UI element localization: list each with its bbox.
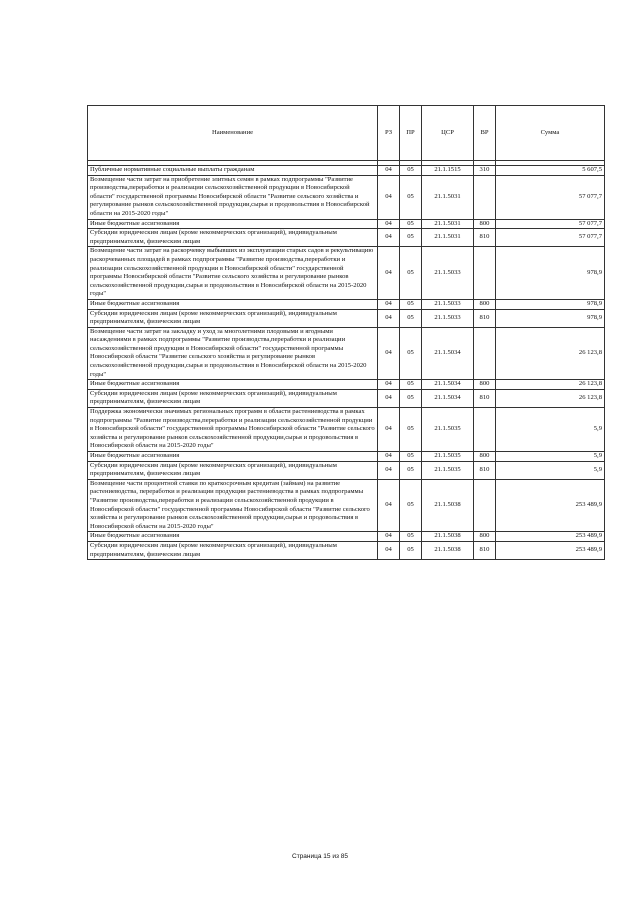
cell-sum: 5 607,5 xyxy=(496,166,605,176)
table-row xyxy=(88,309,605,327)
cell-rz: 04 xyxy=(378,452,400,462)
cell-sum: 978,9 xyxy=(496,309,605,327)
cell-vr: 810 xyxy=(474,461,496,479)
cell-csr: 21.1.5031 xyxy=(422,219,474,229)
cell-pr: 05 xyxy=(400,247,422,300)
cell-vr xyxy=(474,247,496,300)
cell-rz: 04 xyxy=(378,229,400,247)
cell-pr: 05 xyxy=(400,299,422,309)
cell-name: Публичные нормативные социальные выплаты гражданам xyxy=(88,166,378,176)
cell-vr: 810 xyxy=(474,389,496,407)
cell-vr: 800 xyxy=(474,219,496,229)
cell-vr: 310 xyxy=(474,166,496,176)
cell-rz: 04 xyxy=(378,166,400,176)
budget-table xyxy=(87,105,605,560)
table-row xyxy=(88,541,605,559)
cell-sum: 57 077,7 xyxy=(496,175,605,219)
table-row xyxy=(88,219,605,229)
cell-vr: 800 xyxy=(474,452,496,462)
cell-sum: 253 489,9 xyxy=(496,479,605,532)
cell-csr: 21.1.5031 xyxy=(422,229,474,247)
cell-rz: 04 xyxy=(378,380,400,390)
cell-name: Субсидии юридическим лицам (кроме некоммерческих организаций), индивидуальным предпринимателям, физическим лицам xyxy=(88,309,378,327)
cell-csr: 21.1.5038 xyxy=(422,541,474,559)
table-row xyxy=(88,389,605,407)
cell-vr xyxy=(474,479,496,532)
table-row xyxy=(88,299,605,309)
cell-rz: 04 xyxy=(378,309,400,327)
cell-sum: 253 489,9 xyxy=(496,532,605,542)
cell-csr: 21.1.5038 xyxy=(422,532,474,542)
cell-sum: 26 123,8 xyxy=(496,389,605,407)
col-header-pr: ПР xyxy=(400,106,422,161)
table-row xyxy=(88,229,605,247)
col-header-csr: ЦСР xyxy=(422,106,474,161)
cell-pr: 05 xyxy=(400,309,422,327)
cell-sum: 5,9 xyxy=(496,408,605,452)
cell-sum: 26 123,8 xyxy=(496,327,605,380)
cell-name: Субсидии юридическим лицам (кроме некоммерческих организаций), индивидуальным предпринимателям, физическим лицам xyxy=(88,389,378,407)
cell-csr: 21.1.5033 xyxy=(422,247,474,300)
cell-vr: 810 xyxy=(474,229,496,247)
cell-rz: 04 xyxy=(378,175,400,219)
cell-vr: 810 xyxy=(474,309,496,327)
cell-pr: 05 xyxy=(400,479,422,532)
cell-pr: 05 xyxy=(400,380,422,390)
page-footer: Страница 15 из 85 xyxy=(292,853,348,860)
cell-pr: 05 xyxy=(400,541,422,559)
cell-pr: 05 xyxy=(400,461,422,479)
col-header-rz: РЗ xyxy=(378,106,400,161)
table-row xyxy=(88,461,605,479)
table-row xyxy=(88,380,605,390)
cell-csr: 21.1.5038 xyxy=(422,479,474,532)
cell-sum: 5,9 xyxy=(496,452,605,462)
cell-sum: 5,9 xyxy=(496,461,605,479)
col-header-name: Наименование xyxy=(88,106,378,161)
cell-vr: 800 xyxy=(474,299,496,309)
cell-pr: 05 xyxy=(400,408,422,452)
cell-name: Субсидии юридическим лицам (кроме некоммерческих организаций), индивидуальным предпринимателям, физическим лицам xyxy=(88,461,378,479)
table-row xyxy=(88,479,605,532)
cell-rz: 04 xyxy=(378,327,400,380)
cell-sum: 253 489,9 xyxy=(496,541,605,559)
cell-sum: 57 077,7 xyxy=(496,229,605,247)
cell-csr: 21.1.5034 xyxy=(422,327,474,380)
cell-pr: 05 xyxy=(400,229,422,247)
cell-name: Поддержка экономически значимых региональных программ в области растениеводства в рамках подпрограммы "Развитие производства,переработки и реализации сельскохозяйственной продукции в Новосибирской области" государственной программы Новосибирской области "Развитие сельского хозяйства и регулирование рынков сельскохозяйственной продукции,сырья и продовольствия в Новосибирской области на 2015-2020 годы" xyxy=(88,408,378,452)
cell-vr: 800 xyxy=(474,532,496,542)
cell-name: Иные бюджетные ассигнования xyxy=(88,452,378,462)
cell-sum: 978,9 xyxy=(496,247,605,300)
cell-sum: 57 077,7 xyxy=(496,219,605,229)
cell-rz: 04 xyxy=(378,247,400,300)
table-row xyxy=(88,452,605,462)
cell-pr: 05 xyxy=(400,175,422,219)
table-body xyxy=(88,166,605,560)
cell-pr: 05 xyxy=(400,532,422,542)
cell-rz: 04 xyxy=(378,219,400,229)
table-row xyxy=(88,175,605,219)
cell-csr: 21.1.5031 xyxy=(422,175,474,219)
cell-pr: 05 xyxy=(400,166,422,176)
cell-csr: 21.1.5034 xyxy=(422,380,474,390)
cell-csr: 21.1.1515 xyxy=(422,166,474,176)
table-row xyxy=(88,408,605,452)
cell-csr: 21.1.5035 xyxy=(422,461,474,479)
cell-rz: 04 xyxy=(378,479,400,532)
table-row xyxy=(88,166,605,176)
cell-pr: 05 xyxy=(400,452,422,462)
cell-name: Иные бюджетные ассигнования xyxy=(88,380,378,390)
table-header xyxy=(88,106,605,166)
cell-name: Возмещение части затрат на раскорчевку выбывших из эксплуатации старых садов и рекультивацию раскорчеванных площадей в рамках подпрограммы "Развитие производства,переработки и реализации сельскохозяйственной продукции в Новосибирской области" государственной программы Новосибирской области "Развитие сельского хозяйства и регулирование рынков сельскохозяйственной продукции,сырья и продовольствия в Новосибирской области на 2015-2020 годы" xyxy=(88,247,378,300)
cell-rz: 04 xyxy=(378,389,400,407)
cell-pr: 05 xyxy=(400,219,422,229)
cell-vr: 800 xyxy=(474,380,496,390)
cell-csr: 21.1.5034 xyxy=(422,389,474,407)
cell-pr: 05 xyxy=(400,389,422,407)
table-row xyxy=(88,247,605,300)
cell-name: Субсидии юридическим лицам (кроме некоммерческих организаций), индивидуальным предпринимателям, физическим лицам xyxy=(88,229,378,247)
col-header-sum: Сумма xyxy=(496,106,605,161)
table-row xyxy=(88,532,605,542)
table-row xyxy=(88,327,605,380)
cell-csr: 21.1.5035 xyxy=(422,408,474,452)
cell-name: Субсидии юридическим лицам (кроме некоммерческих организаций), индивидуальным предпринимателям, физическим лицам xyxy=(88,541,378,559)
cell-name: Иные бюджетные ассигнования xyxy=(88,532,378,542)
cell-name: Возмещение части процентной ставки по краткосрочным кредитам (займам) на развитие растениеводства, переработки и реализации продукции растениеводства в рамках подпрограммы "Развитие производства,переработки и реализации сельскохозяйственной продукции в Новосибирской области" государственной программы Новосибирской области "Развитие сельского хозяйства и регулирование рынков сельскохозяйственной продукции,сырья и продовольствия в Новосибирской области на 2015-2020 годы" xyxy=(88,479,378,532)
cell-pr: 05 xyxy=(400,327,422,380)
cell-sum: 978,9 xyxy=(496,299,605,309)
cell-rz: 04 xyxy=(378,541,400,559)
cell-rz: 04 xyxy=(378,461,400,479)
cell-csr: 21.1.5033 xyxy=(422,309,474,327)
cell-vr: 810 xyxy=(474,541,496,559)
cell-sum: 26 123,8 xyxy=(496,380,605,390)
col-header-vr: ВР xyxy=(474,106,496,161)
cell-name: Возмещение части затрат на закладку и уход за многолетними плодовыми и ягодными насаждениями в рамках подпрограммы "Развитие производства,переработки и реализации сельскохозяйственной продукции в Новосибирской области" государственной программы Новосибирской области "Развитие сельского хозяйства и регулирование рынков сельскохозяйственной продукции,сырья и продовольствия в Новосибирской области на 2015-2020 годы" xyxy=(88,327,378,380)
cell-rz: 04 xyxy=(378,299,400,309)
cell-vr xyxy=(474,175,496,219)
cell-csr: 21.1.5035 xyxy=(422,452,474,462)
cell-rz: 04 xyxy=(378,532,400,542)
cell-vr xyxy=(474,408,496,452)
cell-name: Иные бюджетные ассигнования xyxy=(88,299,378,309)
cell-name: Возмещение части затрат на приобретение элитных семян в рамках подпрограммы "Развитие производства,переработки и реализации сельскохозяйственной продукции в Новосибирской области" государственной программы Новосибирской области "Развитие сельского хозяйства и регулирование рынков сельскохозяйственной продукции,сырья и продовольствия в Новосибирской области на 2015-2020 годы" xyxy=(88,175,378,219)
cell-rz: 04 xyxy=(378,408,400,452)
cell-name: Иные бюджетные ассигнования xyxy=(88,219,378,229)
cell-vr xyxy=(474,327,496,380)
cell-csr: 21.1.5033 xyxy=(422,299,474,309)
